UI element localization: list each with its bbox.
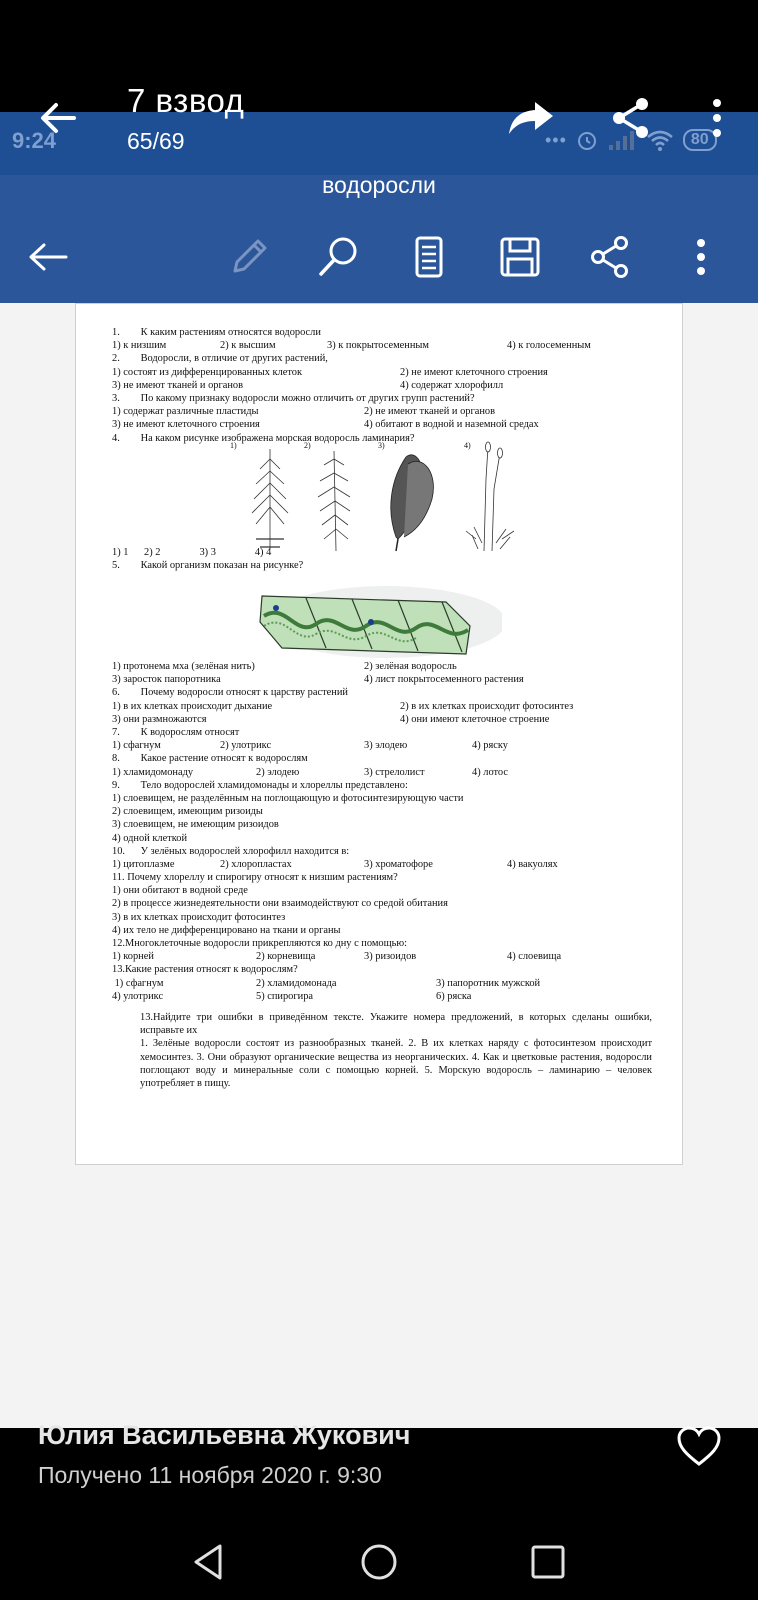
document-line: 11. Почему хлореллу и спирогиру относят к низшим растениям? xyxy=(112,872,398,884)
answer-option: 4) лист покрытосеменного растения xyxy=(364,674,524,686)
document-line: 4. На каком рисунке изображена морская водоросль ламинария? xyxy=(112,432,415,444)
document-line: 3) слоевищем, не имеющим ризоидов xyxy=(112,819,279,831)
status-clock: 9:24 xyxy=(12,128,57,153)
answer-option: 4) лотос xyxy=(472,766,508,778)
like-button[interactable] xyxy=(676,1426,722,1468)
share-icon xyxy=(609,96,653,140)
share-icon xyxy=(588,235,632,279)
nav-recents-button[interactable] xyxy=(526,1540,570,1584)
document-line xyxy=(112,379,652,392)
answer-option: 5) спирогира xyxy=(256,990,314,1002)
document-line xyxy=(112,405,652,418)
document-line: 13.Какие растения относят к водорослям? xyxy=(112,964,298,976)
answer-option: 2) не имеют тканей и органов xyxy=(364,406,495,418)
answer-option: 1) состоят из дифференцированных клеток xyxy=(112,366,303,378)
document-line xyxy=(112,673,652,686)
answer-option: 1) сфагнум xyxy=(112,740,161,752)
document-line: 6. Почему водоросли относят к царству растений xyxy=(112,687,348,699)
answer-option: 1) хламидомонаду xyxy=(112,766,194,778)
sender-name: Юлия Васильевна Жукович xyxy=(38,1420,411,1450)
save-button[interactable] xyxy=(496,233,544,281)
more-dots-icon: ••• xyxy=(545,129,567,150)
answer-option: 1) цитоплазме xyxy=(112,858,175,870)
document-line: 4) их тело не дифференцировано на ткани и органы xyxy=(112,924,341,936)
answer-option: 2) хламидомонада xyxy=(256,977,337,989)
plant-drawing-2 xyxy=(318,451,350,551)
more-options-button[interactable] xyxy=(702,96,732,140)
plant-drawing-1 xyxy=(252,449,288,549)
document-line xyxy=(112,660,652,673)
task13-text: 1. Зелёные водоросли состоят из разнообразных тканей. 2. В их клетках наряду с фотосинтезом происходит хемосинтез. 3. Они образуют органические вещества из неорганических. 4. Как и цветковые растения, водоросли поглощают воду и минеральные соли с помощью корней. 5. Морскую водоросль – ламинарию – человек употребляет в пищу. xyxy=(140,1038,652,1089)
plant-drawing-4 xyxy=(466,442,514,551)
document-line xyxy=(112,713,652,726)
answer-option: 1) сфагнум xyxy=(112,977,164,989)
answer-option: 6) ряска xyxy=(436,990,472,1002)
search-icon xyxy=(316,234,362,280)
plant-drawing-3 xyxy=(391,455,434,551)
document-line xyxy=(112,339,652,352)
arrow-left-icon xyxy=(26,237,70,277)
pencil-icon xyxy=(227,235,271,279)
answer-option: 2) корневища xyxy=(256,951,316,963)
back-button[interactable] xyxy=(34,94,82,142)
answer-option: 2) в их клетках происходит фотосинтез xyxy=(400,700,574,712)
questions-5-13 xyxy=(112,660,652,1003)
nav-back-button[interactable] xyxy=(188,1540,232,1584)
document-line: 3) в их клетках происходит фотосинтез xyxy=(112,911,286,923)
document-line: 2) слоевищем, имеющим ризоиды xyxy=(112,806,263,818)
answer-option: 1) протонема мха (зелёная нить) xyxy=(112,661,255,673)
answer-option: 1) корней xyxy=(112,951,154,963)
word-share-button[interactable] xyxy=(586,233,634,281)
figure-label: 1) xyxy=(230,441,237,450)
document-line xyxy=(112,858,652,871)
arrow-left-icon xyxy=(34,94,82,142)
document-line: 2) в процессе жизнедеятельности они взаимодействуют со средой обитания xyxy=(112,898,448,910)
document-line: 1) они обитают в водной среде xyxy=(112,885,248,897)
answer-option: 2) не имеют клеточного строения xyxy=(400,366,548,378)
answer-option: 1) к низшим xyxy=(112,340,167,352)
answer-option: 2) зелёная водоросль xyxy=(364,661,457,673)
document-line xyxy=(112,766,652,779)
answer-option: 4) улотрикс xyxy=(112,990,164,1002)
document-line xyxy=(112,977,652,990)
answer-option: 4) вакуолях xyxy=(507,858,558,870)
answer-option: 3) стрелолист xyxy=(364,766,425,778)
document-line: 2. Водоросли, в отличие от других растений, xyxy=(112,353,328,365)
answer-option: 4) они имеют клеточное строение xyxy=(400,713,550,725)
task13-title: 13.Найдите три ошибки в приведённом тексте. Укажите номера предложений, в которых сделаны ошибки, исправьте их xyxy=(140,1011,652,1037)
document-line: 9. Тело водорослей хламидомонады и хлореллы представлено: xyxy=(112,779,408,791)
alarm-icon xyxy=(575,128,599,152)
answer-option: 3) папоротник мужской xyxy=(436,977,541,989)
chat-title: 7 взвод xyxy=(127,82,245,119)
answer-option: 4) слоевища xyxy=(507,951,562,963)
answer-option: 2) к высшим xyxy=(220,340,276,352)
document-line: 8. Какое растение относят к водорослям xyxy=(112,753,308,765)
answer-option: 3) элодею xyxy=(364,740,408,752)
document-line: 1) 1 2) 2 3) 3 4) 4 xyxy=(112,546,272,558)
plants-figure xyxy=(226,439,526,554)
forward-icon xyxy=(507,96,555,140)
answer-option: 3) ризоидов xyxy=(364,951,417,963)
more-vert-icon xyxy=(686,235,716,279)
word-more-button[interactable] xyxy=(677,233,725,281)
share-button[interactable] xyxy=(609,96,653,140)
document-line: 5. Какой организм показан на рисунке? xyxy=(112,559,304,571)
answer-option: 3) не имеют тканей и органов xyxy=(112,379,243,391)
nav-recents-icon xyxy=(526,1540,570,1584)
document-page[interactable] xyxy=(75,303,683,1165)
reading-mode-button[interactable] xyxy=(405,233,453,281)
answer-option: 3) хроматофоре xyxy=(364,858,433,870)
answer-option: 4) содержат хлорофилл xyxy=(400,379,504,391)
algae-figure xyxy=(256,582,502,660)
answer-option: 4) обитают в водной и наземной средах xyxy=(364,419,539,431)
answer-option: 2) хлоропластах xyxy=(220,858,292,870)
document-line: 4) одной клеткой xyxy=(112,832,188,844)
battery-indicator: 80 xyxy=(683,129,717,151)
nav-back-icon xyxy=(188,1540,232,1584)
search-button[interactable] xyxy=(315,233,363,281)
more-vert-icon xyxy=(702,96,732,140)
document-line: 1) слоевищем, не разделённым на поглощающую и фотосинтезирующую части xyxy=(112,792,464,804)
answer-option: 2) улотрикс xyxy=(220,740,272,752)
nav-home-button[interactable] xyxy=(357,1540,401,1584)
figure-label: 2) xyxy=(304,441,311,450)
questions-1-4 xyxy=(112,326,652,445)
document-line: 10. У зелёных водорослей хлорофилл находится в: xyxy=(112,845,350,857)
document-line xyxy=(112,950,652,963)
nav-home-icon xyxy=(357,1540,401,1584)
answer-option: 4) к голосеменным xyxy=(507,340,591,352)
answer-option: 1) в их клетках происходит дыхание xyxy=(112,700,273,712)
document-line xyxy=(112,990,652,1003)
image-counter: 65/69 xyxy=(127,128,185,154)
document-line xyxy=(112,366,652,379)
answer-option: 3) заросток папоротника xyxy=(112,674,221,686)
edit-button[interactable] xyxy=(225,233,273,281)
save-icon xyxy=(498,235,542,279)
document-line: 7. К водорослям относят xyxy=(112,727,240,738)
document-line xyxy=(112,700,652,713)
figure-label: 3) xyxy=(378,441,385,450)
reading-mode-icon xyxy=(409,234,449,280)
answer-option: 2) элодею xyxy=(256,766,300,778)
document-line xyxy=(112,418,652,431)
word-back-button[interactable] xyxy=(24,233,72,281)
heart-icon xyxy=(676,1426,722,1468)
document-line xyxy=(112,739,652,752)
answer-option: 3) к покрытосеменным xyxy=(327,340,429,352)
answer-option: 3) не имеют клеточного строения xyxy=(112,419,260,431)
document-line: 3. По какому признаку водоросли можно отличить от других групп растений? xyxy=(112,392,475,404)
received-date: Получено 11 ноября 2020 г. 9:30 xyxy=(38,1462,382,1488)
document-line: 12.Многоклеточные водоросли прикрепляются ко дну с помощью: xyxy=(112,938,408,949)
document-title: водоросли xyxy=(322,172,436,198)
figure-label: 4) xyxy=(464,441,471,450)
answer-option: 4) ряску xyxy=(472,740,508,752)
answer-option: 3) они размножаются xyxy=(112,713,207,725)
answer-option: 1) содержат различные пластиды xyxy=(112,406,259,418)
document-line: 1. К каким растениям относятся водоросли xyxy=(112,327,321,338)
forward-button[interactable] xyxy=(507,96,555,140)
